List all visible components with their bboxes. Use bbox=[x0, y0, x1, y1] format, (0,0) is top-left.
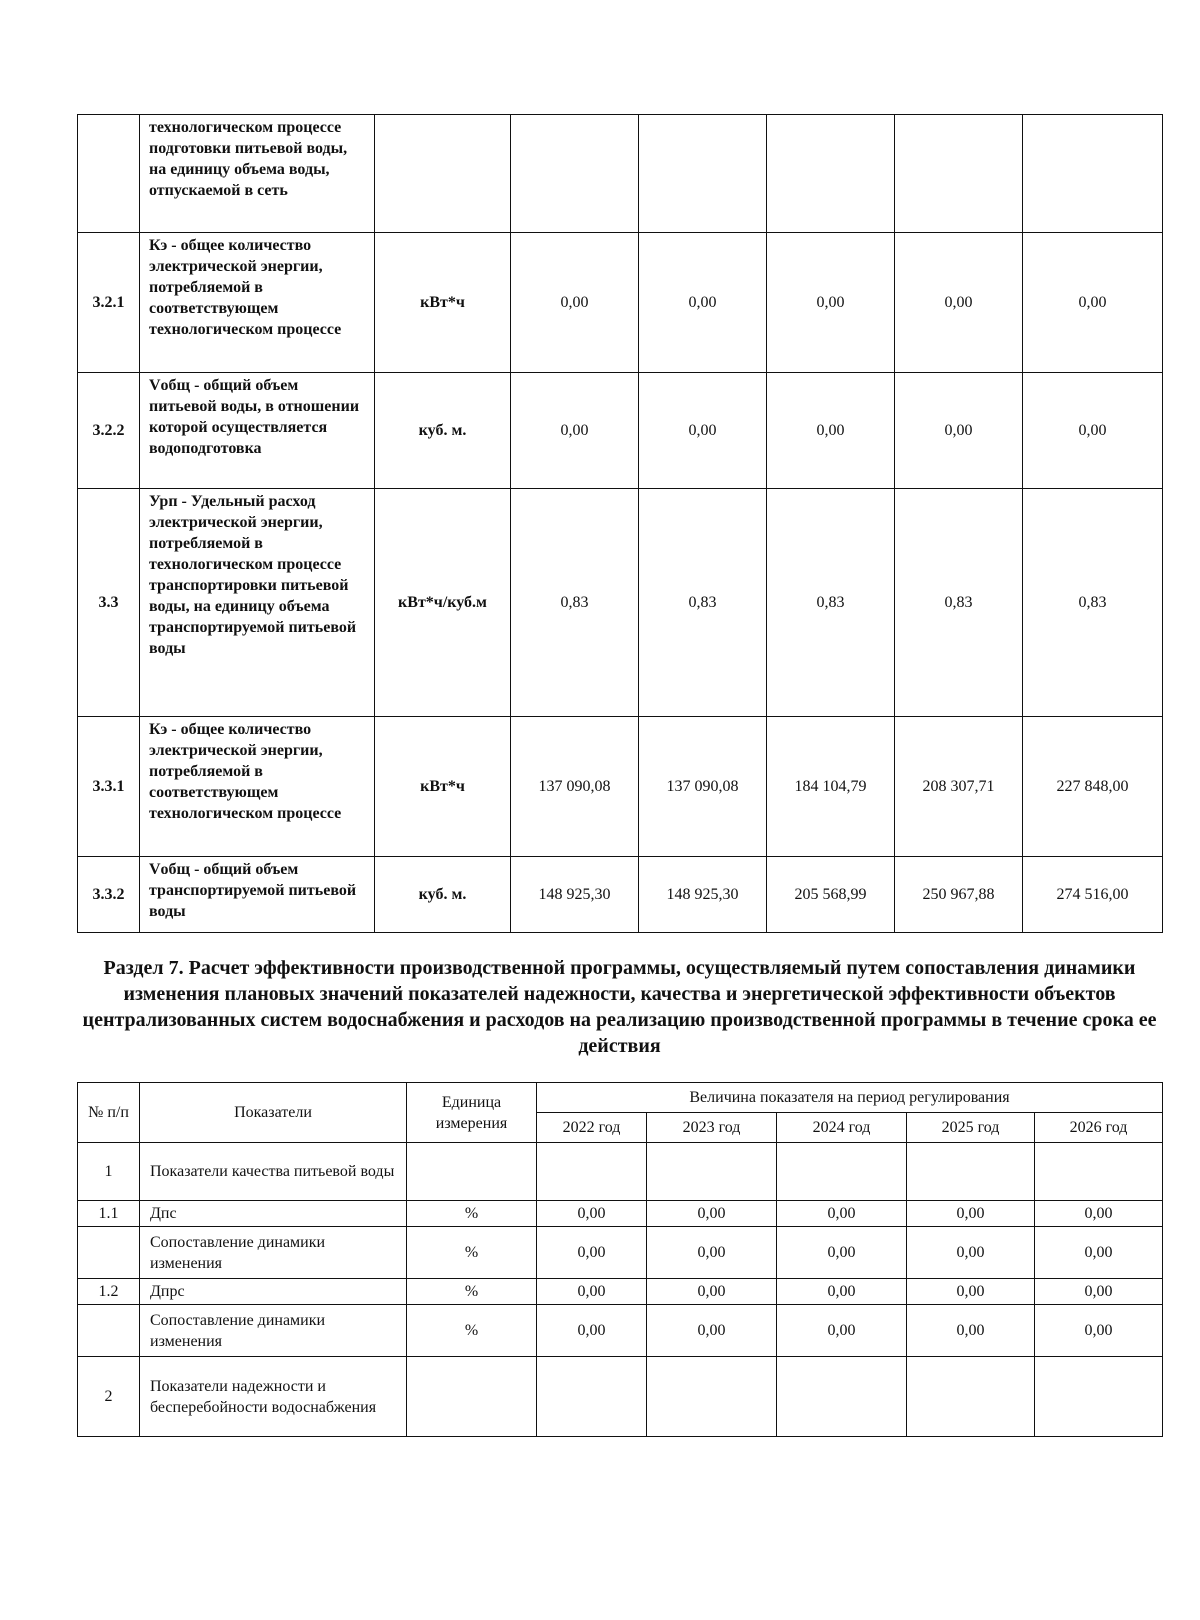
row-unit: кВт*ч bbox=[375, 717, 511, 857]
row-label: Показатели качества питьевой воды bbox=[140, 1143, 407, 1201]
table-row bbox=[78, 233, 1163, 373]
energy-efficiency-table bbox=[77, 114, 1163, 933]
table-row bbox=[78, 1357, 1163, 1437]
value-cell bbox=[1035, 1143, 1163, 1201]
value-cell: 208 307,71 bbox=[895, 717, 1023, 857]
value-cell: 0,00 bbox=[1035, 1305, 1163, 1357]
row-description: Vобщ - общий объем питьевой воды, в отношении которой осуществляется водоподготовка bbox=[140, 373, 375, 489]
value-cell: 137 090,08 bbox=[639, 717, 767, 857]
table-row bbox=[78, 1201, 1163, 1227]
value-cell: 0,00 bbox=[1035, 1279, 1163, 1305]
header-year: 2026 год bbox=[1035, 1113, 1163, 1143]
value-cell bbox=[1023, 115, 1163, 233]
header-year: 2023 год bbox=[647, 1113, 777, 1143]
table-row bbox=[78, 373, 1163, 489]
row-number: 1.2 bbox=[78, 1279, 140, 1305]
header-year: 2024 год bbox=[777, 1113, 907, 1143]
row-description: Кэ - общее количество электрической энергии, потребляемой в соответствующем технологическом процессе bbox=[140, 233, 375, 373]
header-indicator: Показатели bbox=[140, 1083, 407, 1143]
table-row bbox=[78, 1143, 1163, 1201]
row-description: Кэ - общее количество электрической энергии, потребляемой в соответствующем технологическом процессе bbox=[140, 717, 375, 857]
value-cell bbox=[1035, 1357, 1163, 1437]
value-cell: 0,00 bbox=[907, 1305, 1035, 1357]
value-cell: 0,83 bbox=[639, 489, 767, 717]
value-cell: 0,00 bbox=[647, 1227, 777, 1279]
table-row bbox=[78, 1227, 1163, 1279]
row-label: Дпс bbox=[140, 1201, 407, 1227]
row-label: Сопоставление динамики изменения bbox=[140, 1305, 407, 1357]
row-unit bbox=[407, 1143, 537, 1201]
header-unit: Единица измерения bbox=[407, 1083, 537, 1143]
row-unit bbox=[375, 115, 511, 233]
value-cell bbox=[777, 1143, 907, 1201]
value-cell: 148 925,30 bbox=[639, 857, 767, 933]
efficiency-calculation-table bbox=[77, 1082, 1163, 1437]
value-cell: 227 848,00 bbox=[1023, 717, 1163, 857]
row-label: Показатели надежности и бесперебойности водоснабжения bbox=[140, 1357, 407, 1437]
value-cell: 0,00 bbox=[895, 233, 1023, 373]
value-cell: 0,83 bbox=[511, 489, 639, 717]
header-row bbox=[78, 1083, 1163, 1113]
value-cell: 0,00 bbox=[767, 373, 895, 489]
value-cell: 0,00 bbox=[537, 1279, 647, 1305]
value-cell: 0,00 bbox=[537, 1201, 647, 1227]
value-cell bbox=[767, 115, 895, 233]
value-cell: 0,00 bbox=[907, 1227, 1035, 1279]
value-cell: 0,00 bbox=[537, 1305, 647, 1357]
value-cell: 0,83 bbox=[767, 489, 895, 717]
value-cell: 0,00 bbox=[1035, 1201, 1163, 1227]
row-label: Сопоставление динамики изменения bbox=[140, 1227, 407, 1279]
value-cell bbox=[907, 1143, 1035, 1201]
header-period: Величина показателя на период регулирования bbox=[537, 1083, 1163, 1113]
row-unit: % bbox=[407, 1201, 537, 1227]
value-cell: 0,00 bbox=[777, 1305, 907, 1357]
header-year: 2025 год bbox=[907, 1113, 1035, 1143]
value-cell: 0,00 bbox=[1023, 233, 1163, 373]
table-row bbox=[78, 717, 1163, 857]
value-cell bbox=[639, 115, 767, 233]
value-cell: 0,00 bbox=[537, 1227, 647, 1279]
row-number: 1 bbox=[78, 1143, 140, 1201]
row-number bbox=[78, 1227, 140, 1279]
value-cell bbox=[647, 1357, 777, 1437]
value-cell: 0,00 bbox=[647, 1305, 777, 1357]
value-cell bbox=[537, 1357, 647, 1437]
table-row bbox=[78, 1279, 1163, 1305]
row-number: 3.2.1 bbox=[78, 233, 140, 373]
row-label: Дпрс bbox=[140, 1279, 407, 1305]
value-cell: 0,00 bbox=[511, 233, 639, 373]
value-cell bbox=[907, 1357, 1035, 1437]
row-description: технологическом процессе подготовки питьевой воды, на единицу объема воды, отпускаемой в сеть bbox=[140, 115, 375, 233]
section-7-heading: Раздел 7. Расчет эффективности производственной программы, осуществляемый путем сопоставления динамики изменения плановых значений показателей надежности, качества и энергетической эффективности объектов централизованных систем водоснабжения и расходов на реализацию производственной программы в течение срока ее действия bbox=[82, 957, 1157, 1057]
value-cell: 0,00 bbox=[767, 233, 895, 373]
row-unit: % bbox=[407, 1227, 537, 1279]
row-unit: % bbox=[407, 1305, 537, 1357]
value-cell: 0,00 bbox=[895, 373, 1023, 489]
value-cell: 205 568,99 bbox=[767, 857, 895, 933]
value-cell: 0,00 bbox=[1035, 1227, 1163, 1279]
header-number: № п/п bbox=[78, 1083, 140, 1143]
row-number bbox=[78, 1305, 140, 1357]
value-cell: 0,00 bbox=[777, 1227, 907, 1279]
row-description: Урп - Удельный расход электрической энергии, потребляемой в технологическом процессе транспортировки питьевой воды, на единицу объема транспортируемой питьевой воды bbox=[140, 489, 375, 717]
value-cell: 184 104,79 bbox=[767, 717, 895, 857]
value-cell: 274 516,00 bbox=[1023, 857, 1163, 933]
value-cell: 0,00 bbox=[1023, 373, 1163, 489]
value-cell: 0,00 bbox=[907, 1279, 1035, 1305]
row-number: 3.2.2 bbox=[78, 373, 140, 489]
row-number: 3.3.1 bbox=[78, 717, 140, 857]
row-unit bbox=[407, 1357, 537, 1437]
value-cell bbox=[895, 115, 1023, 233]
row-unit: куб. м. bbox=[375, 373, 511, 489]
row-unit: кВт*ч/куб.м bbox=[375, 489, 511, 717]
value-cell: 0,83 bbox=[895, 489, 1023, 717]
value-cell: 0,83 bbox=[1023, 489, 1163, 717]
table-row bbox=[78, 857, 1163, 933]
value-cell: 0,00 bbox=[639, 233, 767, 373]
value-cell bbox=[777, 1357, 907, 1437]
table-row bbox=[78, 1305, 1163, 1357]
value-cell: 0,00 bbox=[639, 373, 767, 489]
row-unit: % bbox=[407, 1279, 537, 1305]
value-cell: 0,00 bbox=[907, 1201, 1035, 1227]
value-cell: 250 967,88 bbox=[895, 857, 1023, 933]
row-number: 3.3.2 bbox=[78, 857, 140, 933]
row-number: 3.3 bbox=[78, 489, 140, 717]
row-description: Vобщ - общий объем транспортируемой питьевой воды bbox=[140, 857, 375, 933]
value-cell: 148 925,30 bbox=[511, 857, 639, 933]
value-cell: 0,00 bbox=[647, 1201, 777, 1227]
row-unit: кВт*ч bbox=[375, 233, 511, 373]
value-cell bbox=[511, 115, 639, 233]
row-unit: куб. м. bbox=[375, 857, 511, 933]
table-row bbox=[78, 489, 1163, 717]
row-number: 2 bbox=[78, 1357, 140, 1437]
header-year: 2022 год bbox=[537, 1113, 647, 1143]
value-cell: 0,00 bbox=[777, 1201, 907, 1227]
value-cell bbox=[647, 1143, 777, 1201]
value-cell: 0,00 bbox=[777, 1279, 907, 1305]
table-row bbox=[78, 115, 1163, 233]
row-number bbox=[78, 115, 140, 233]
row-number: 1.1 bbox=[78, 1201, 140, 1227]
value-cell: 137 090,08 bbox=[511, 717, 639, 857]
value-cell: 0,00 bbox=[511, 373, 639, 489]
value-cell: 0,00 bbox=[647, 1279, 777, 1305]
value-cell bbox=[537, 1143, 647, 1201]
